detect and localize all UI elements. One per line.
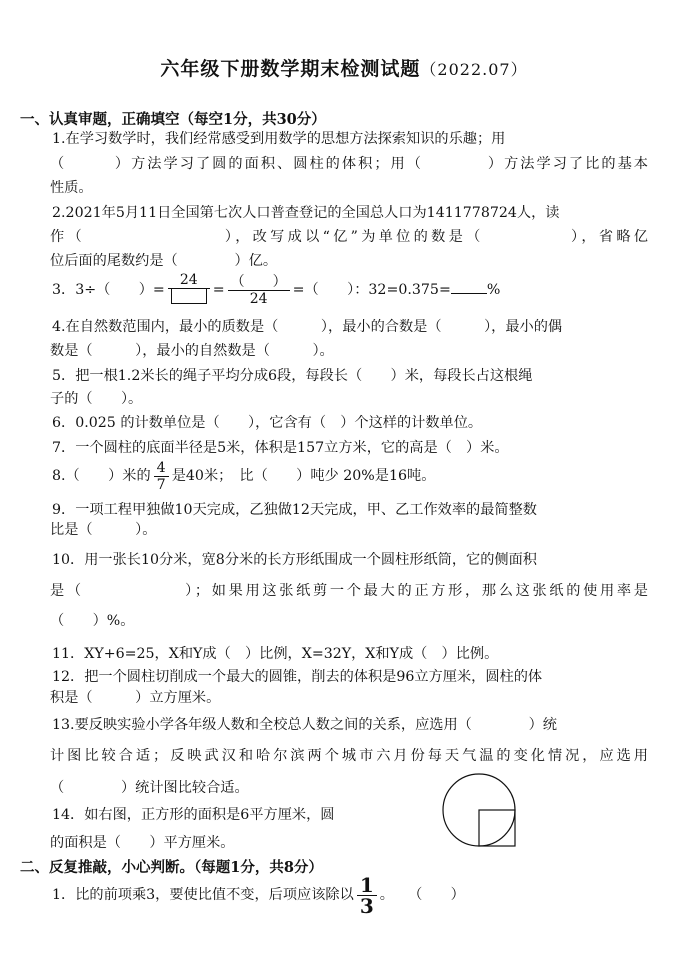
q8-suffix: 是40米； 比（ ）吨少 20%是16吨。 — [171, 468, 436, 484]
q3-fraction-1-numerator: 24 — [168, 272, 210, 289]
question-10-line-2: 是（ ）；如果用这张纸剪一个最大的正方形，那么这张纸的使用率是 — [50, 583, 648, 599]
j1-numerator: 1 — [357, 875, 377, 896]
question-4-line-2: 数是（ ），最小的自然数是（ ）。 — [50, 343, 334, 359]
q8-numerator: 4 — [154, 460, 169, 477]
title-date: （2022.07） — [420, 60, 528, 79]
question-2-line-2: 作（ ），改写成以“亿”为单位的数是（ ），省略亿 — [50, 229, 648, 245]
question-10-line-3: （ ）%。 — [50, 613, 135, 629]
section-heading-judgement: 二、反复推敲，小心判断。（每题1分，共8分） — [20, 859, 323, 876]
question-14-line-2: 的面积是（ ）平方厘米。 — [50, 835, 235, 851]
question-3: 3．3÷（ ）= 24 = $\frac{( )}{24}$ =（ ）：32=0.375= % — [52, 272, 501, 307]
j1-suffix: 。 （ ） — [379, 887, 465, 903]
question-13-line-2: 计图比较合适；反映武汉和哈尔滨两个城市六月份每天气温的变化情况，应选用 — [50, 748, 648, 764]
q3-fraction-2 — [228, 274, 290, 307]
question-5-line-1: 5．把一根1.2米长的绳子平均分成6段，每段长（ ）米，每段长占这根绳 — [52, 368, 533, 384]
q3-suffix: =（ ）：32=0.375= — [292, 282, 451, 298]
question-9-line-2: 比是（ ）。 — [50, 522, 157, 538]
judgement-1 — [52, 874, 465, 916]
question-13-line-1: 13.要反映实验小学各年级人数和全校总人数之间的关系，应选用（ ）统 — [52, 717, 557, 733]
section-heading-fill-blanks: 一、认真审题，正确填空（每空1分，共30分） — [20, 111, 326, 128]
q3-fraction-2-denominator: 24 — [249, 290, 268, 307]
j1-fraction — [357, 872, 377, 918]
q8-fraction — [154, 460, 169, 493]
q8-prefix: 8.（ ）米的 — [52, 468, 151, 484]
question-12-line-1: 12．把一个圆柱切削成一个最大的圆锥，削去的体积是96立方厘米，圆柱的体 — [52, 669, 543, 685]
q8-denominator: 7 — [156, 476, 166, 493]
question-8 — [52, 458, 435, 494]
q3-fraction-1-denominator-box — [168, 289, 210, 308]
question-7: 7．一个圆柱的底面半径是5米，体积是157立方米，它的高是（ ）米。 — [52, 440, 509, 456]
question-11: 11．XY+6=25，X和Y成（ ）比例，X=32Y，X和Y成（ ）比例。 — [52, 646, 499, 662]
question-12-line-2: 积是（ ）立方厘米。 — [50, 690, 221, 706]
circle-square-figure — [442, 773, 518, 849]
q3-prefix: 3．3÷（ ）= — [52, 282, 165, 298]
question-4-line-1: 4.在自然数范围内，最小的质数是（ ），最小的合数是（ ），最小的偶 — [52, 319, 563, 335]
q3-answer-line — [451, 281, 487, 294]
question-2-line-1: 2.2021年5月11日全国第七次人口普查登记的全国总人口为1411778724人，读 — [52, 205, 560, 221]
question-5-line-2: 子的（ ）。 — [50, 391, 143, 407]
question-10-line-1: 10．用一张长10分米，宽8分米的长方形纸围成一个圆柱形纸筒，它的侧面积 — [52, 552, 537, 568]
q3-fraction-1 — [168, 272, 210, 308]
q3-percent: % — [486, 282, 501, 298]
question-1-line-1: 1.在学习数学时，我们经常感受到用数学的思想方法探索知识的乐趣；用 — [52, 131, 506, 147]
question-1-line-3: 性质。 — [50, 180, 93, 196]
question-14-line-1: 14．如右图，正方形的面积是6平方厘米，圆 — [52, 807, 335, 823]
question-6: 6．0.025 的计数单位是（ ），它含有（ ）个这样的计数单位。 — [52, 415, 483, 431]
q3-fraction-2-numerator: （ ） — [228, 274, 290, 291]
question-1-line-2: （ ）方法学习了圆的面积、圆柱的体积；用（ ）方法学习了比的基本 — [50, 156, 648, 172]
page-title — [0, 54, 688, 81]
j1-prefix: 1．比的前项乘3，要使比值不变，后项应该除以 — [52, 887, 354, 903]
question-2-line-3: 位后面的尾数约是（ ）亿。 — [50, 253, 278, 269]
question-9-line-1: 9．一项工程甲独做10天完成，乙独做12天完成，甲、乙工作效率的最简整数 — [52, 502, 537, 518]
j1-denominator: 3 — [359, 893, 374, 918]
title-main: 六年级下册数学期末检测试题 — [160, 58, 421, 80]
question-13-line-3: （ ）统计图比较合适。 — [50, 780, 249, 796]
